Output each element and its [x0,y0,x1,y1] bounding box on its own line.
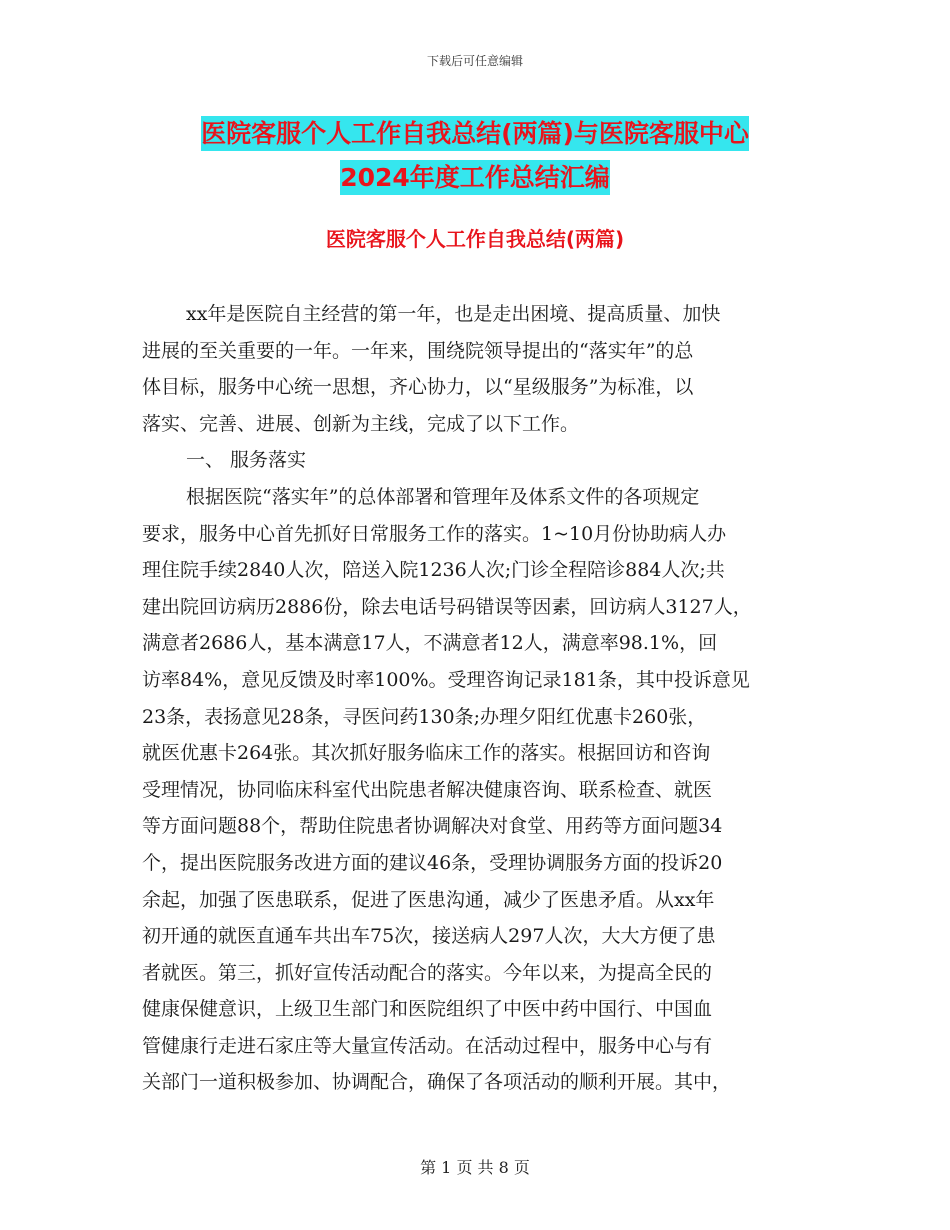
body-line: xx年是医院自主经营的第一年，也是走出困境、提高质量、加快 [186,303,721,325]
body-line: 体目标，服务中心统一思想，齐心协力，以“星级服务”为标准，以 [142,376,694,399]
page-footer: 第 1 页 共 8 页 [420,1158,530,1177]
document-title-line-1 [0,114,950,150]
body-line: 建出院回访病历2886份，除去电话号码错误等因素，回访病人3127人， [142,595,752,618]
body-line: 理住院手续2840人次，陪送入院1236人次;门诊全程陪诊884人次;共 [142,559,725,582]
body-line: 关部门一道积极参加、协调配合，确保了各项活动的顺利开展。其中， [142,1071,732,1094]
body-line: 进展的至关重要的一年。一年来，围绕院领导提出的“落实年”的总 [142,339,694,362]
body-line: 初开通的就医直通车共出车75次，接送病人297人次，大大方便了患 [142,925,716,948]
body-line: 满意者2686人，基本满意17人，不满意者12人，满意率98.1%，回 [142,632,718,655]
body-line: 访率84%，意见反馈及时率100%。受理咨询记录181条，其中投诉意见 [142,668,750,691]
title-highlight-2: 2024年度工作总结汇编 [340,160,610,195]
body-text [142,296,822,1101]
document-title-line-2 [0,158,950,194]
body-line: 落实、完善、进展、创新为主线，完成了以下工作。 [142,412,580,435]
title-highlight-1: 医院客服个人工作自我总结(两篇)与医院客服中心 [201,116,749,151]
body-line: 管健康行走进石家庄等大量宣传活动。在活动过程中，服务中心与有 [142,1034,713,1057]
body-line: 23条，表扬意见28条，寻医问药130条;办理夕阳红优惠卡260张， [142,705,707,728]
body-line: 等方面问题88个，帮助住院患者协调解决对食堂、用药等方面问题34 [142,815,723,838]
subsection-heading: 一、 服务落实 [186,449,307,472]
body-line: 余起，加强了医患联系，促进了医患沟通，减少了医患矛盾。从xx年 [142,888,715,911]
body-line: 者就医。第三，抓好宣传活动配合的落实。今年以来，为提高全民的 [142,961,713,984]
body-line: 就医优惠卡264张。其次抓好服务临床工作的落实。根据回访和咨询 [142,742,711,765]
section-title: 医院客服个人工作自我总结(两篇) [325,227,625,251]
body-line: 受理情况，协同临床科室代出院患者解决健康咨询、联系检查、就医 [142,778,713,801]
body-line: 健康保健意识，上级卫生部门和医院组织了中医中药中国行、中国血 [142,998,713,1021]
header-note: 下载后可任意编辑 [426,54,523,68]
body-line: 个，提出医院服务改进方面的建议46条，受理协调服务方面的投诉20 [142,851,723,874]
body-line: 根据医院“落实年”的总体部署和管理年及体系文件的各项规定 [186,485,700,508]
body-line: 要求，服务中心首先抓好日常服务工作的落实。1~10月份协助病人办 [142,522,727,545]
